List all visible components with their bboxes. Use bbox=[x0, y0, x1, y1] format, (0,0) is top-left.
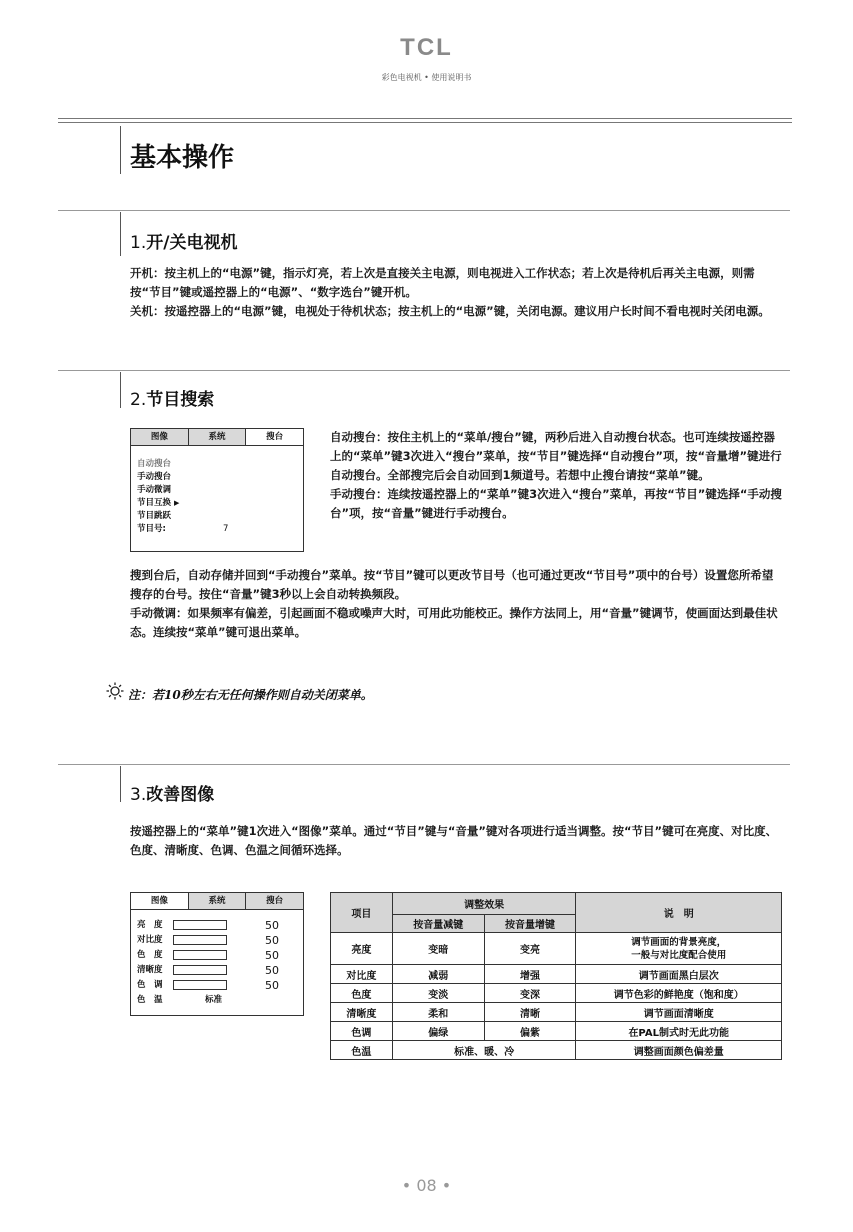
setting-value: 50 bbox=[265, 934, 279, 947]
fine-tune-body: 如果频率有偏差，引起画面不稳或噪声大时，可用此功能校正。操作方法同上，用“音量”键调节，使画面达到最佳状态。连续按“菜单”键可退出菜单。 bbox=[130, 606, 778, 639]
note-text bbox=[128, 686, 373, 703]
menu-tab: 图像 bbox=[131, 893, 189, 909]
cell-up: 偏紫 bbox=[484, 1022, 576, 1041]
cell-desc: 调整画面颜色偏差量 bbox=[576, 1041, 782, 1060]
after-search-text bbox=[130, 566, 782, 642]
cell-down: 变淡 bbox=[392, 984, 484, 1003]
cell-desc: 调节画面清晰度 bbox=[576, 1003, 782, 1022]
cell-item: 清晰度 bbox=[331, 1003, 393, 1022]
menu-item: 节目跳跃 bbox=[137, 511, 172, 521]
page-title: 基本操作 bbox=[130, 143, 235, 173]
cell-item: 色调 bbox=[331, 1022, 393, 1041]
level-bar bbox=[173, 965, 227, 975]
menu-tab: 系统 bbox=[189, 893, 247, 909]
menu-item bbox=[131, 497, 303, 510]
table-row bbox=[331, 933, 782, 965]
top-rule-2 bbox=[58, 122, 792, 123]
table-row bbox=[331, 1041, 782, 1060]
setting-value: 50 bbox=[265, 964, 279, 977]
section-bar bbox=[120, 766, 121, 802]
setting-label: 清晰度 bbox=[137, 965, 163, 975]
menu-item bbox=[131, 933, 303, 948]
section-number: 2. bbox=[130, 390, 147, 410]
cell-up: 清晰 bbox=[484, 1003, 576, 1022]
col-item-header: 项目 bbox=[331, 893, 393, 933]
section-heading bbox=[130, 385, 214, 410]
program-value: 7 bbox=[223, 524, 229, 534]
col-desc-header: 说 明 bbox=[576, 893, 782, 933]
table-row bbox=[331, 1022, 782, 1041]
top-rule bbox=[58, 118, 792, 119]
note-label: 注： bbox=[128, 688, 153, 702]
setting-label: 色 度 bbox=[137, 950, 163, 960]
title-bar bbox=[120, 126, 121, 174]
header-subtitle: 彩色电视机 • 使用说明书 bbox=[381, 73, 472, 82]
auto-search-label: 自动搜台： bbox=[330, 430, 388, 444]
section-heading bbox=[130, 780, 214, 805]
power-off-text: 按遥控器上的“电源”键，电视处于待机状态；按主机上的“电源”键，关闭电源。建议用户长时间不看电视时关闭电源。 bbox=[164, 304, 770, 318]
picture-intro: 按遥控器上的“菜单”键1次进入“图像”菜单。通过“节目”键与“音量”键对各项进行适当调整。按“节目”键可在亮度、对比度、色度、清晰度、色调、色温之间循环选择。 bbox=[130, 824, 778, 857]
table-row bbox=[331, 1003, 782, 1022]
table-row bbox=[331, 984, 782, 1003]
menu-tab: 搜台 bbox=[246, 893, 303, 909]
cell-up: 增强 bbox=[484, 965, 576, 984]
menu-item bbox=[131, 963, 303, 978]
section-number: 3. bbox=[130, 785, 147, 805]
section-bar bbox=[120, 372, 121, 408]
setting-label: 对比度 bbox=[137, 935, 163, 945]
fine-tune-label: 手动微调： bbox=[130, 606, 188, 620]
setting-value: 50 bbox=[265, 949, 279, 962]
setting-value: 50 bbox=[265, 919, 279, 932]
col-down-header: 按音量减键 bbox=[392, 915, 484, 933]
section-rule bbox=[58, 370, 790, 371]
menu-item bbox=[131, 978, 303, 993]
section-rule bbox=[58, 764, 790, 765]
cell-up: 变亮 bbox=[484, 933, 576, 965]
col-up-header: 按音量增键 bbox=[484, 915, 576, 933]
menu-item bbox=[131, 993, 303, 1008]
setting-label: 色 调 bbox=[137, 980, 163, 990]
section-number: 1. bbox=[130, 233, 147, 253]
cell-desc: 在PAL制式时无此功能 bbox=[576, 1022, 782, 1041]
level-bar bbox=[173, 935, 227, 945]
power-on-label: 开机： bbox=[130, 266, 165, 280]
menu-tabs bbox=[131, 429, 303, 446]
lightbulb-icon bbox=[106, 682, 124, 700]
note-body: 若10秒左右无任何操作则自动关闭菜单。 bbox=[152, 688, 373, 702]
menu-item bbox=[131, 948, 303, 963]
auto-search-text bbox=[330, 428, 782, 523]
menu-item-label: 节目互换 bbox=[137, 498, 172, 508]
cell-desc: 调节画面黑白层次 bbox=[576, 965, 782, 984]
section-body bbox=[130, 264, 782, 321]
section-bar bbox=[120, 212, 121, 256]
level-bar bbox=[173, 980, 227, 990]
level-bar bbox=[173, 950, 227, 960]
section-rule bbox=[58, 210, 790, 211]
section-title: 改善图像 bbox=[146, 785, 215, 805]
cell-desc: 调节色彩的鲜艳度（饱和度） bbox=[576, 984, 782, 1003]
power-off-label: 关机： bbox=[130, 304, 165, 318]
cell-down: 柔和 bbox=[392, 1003, 484, 1022]
menu-tab: 系统 bbox=[189, 429, 247, 445]
setting-value: 标准 bbox=[205, 995, 223, 1005]
section-title: 开/关电视机 bbox=[146, 233, 238, 253]
adjustment-table-wrap bbox=[330, 892, 782, 1060]
menu-item: 手动搜台 bbox=[137, 472, 172, 482]
level-bar bbox=[173, 920, 227, 930]
menu-item bbox=[131, 523, 303, 536]
setting-value: 50 bbox=[265, 979, 279, 992]
page-number: • 08 • bbox=[401, 1176, 452, 1195]
cell-down: 变暗 bbox=[392, 933, 484, 965]
menu-tab: 搜台 bbox=[246, 429, 303, 445]
cell-desc: 调节画面的背景亮度， 一般与对比度配合使用 bbox=[576, 933, 782, 965]
menu-item bbox=[131, 918, 303, 933]
cell-item: 色温 bbox=[331, 1041, 393, 1060]
cell-down: 减弱 bbox=[392, 965, 484, 984]
picture-menu-screen bbox=[130, 892, 304, 1016]
menu-tabs bbox=[131, 893, 303, 910]
search-menu-screen bbox=[130, 428, 304, 552]
manual-search-label: 手动搜台： bbox=[330, 487, 388, 501]
after-search-body: 搜到台后，自动存储并回到“手动搜台”菜单。按“节目”键可以更改节目号（也可通过更改“节目号”项中的台号）设置您所希望搜存的台号。按住“音量”键3秒以上会自动转换频段。 bbox=[130, 568, 774, 601]
cell-up: 变深 bbox=[484, 984, 576, 1003]
menu-item: 自动搜台 bbox=[137, 459, 172, 469]
cell-item: 对比度 bbox=[331, 965, 393, 984]
power-on-text: 按主机上的“电源”键，指示灯亮，若上次是直接关主电源，则电视进入工作状态；若上次是待机后再关主电源，则需按“节目”键或遥控器上的“电源”、“数字选台”键开机。 bbox=[130, 266, 755, 299]
brand-logo: TCL bbox=[400, 34, 453, 61]
auto-search-body: 按住主机上的“菜单/搜台”键，两秒后进入自动搜台状态。也可连续按遥控器上的“菜单”键3次进入“搜台”菜单，按“节目”键选择“自动搜台”项，按“音量增”键进行自动搜台。全部搜完后会自动回到1频道号。若想中止搜台请按“菜单”键。 bbox=[330, 430, 782, 482]
col-effect-header: 调整效果 bbox=[392, 893, 576, 915]
manual-search-body: 连续按遥控器上的“菜单”键3次进入“搜台”菜单，再按“节目”键选择“手动搜台”项，按“音量”键进行手动搜台。 bbox=[330, 487, 782, 520]
program-label: 节目号: bbox=[137, 524, 166, 534]
cell-down: 偏绿 bbox=[392, 1022, 484, 1041]
cell-item: 色度 bbox=[331, 984, 393, 1003]
menu-tab: 图像 bbox=[131, 429, 189, 445]
table-row bbox=[331, 965, 782, 984]
cell-options: 标准、暖、冷 bbox=[392, 1041, 576, 1060]
setting-label: 色 温 bbox=[137, 995, 163, 1005]
section-heading bbox=[130, 228, 237, 253]
arrow-right-icon: ▶ bbox=[173, 499, 180, 507]
menu-item: 手动微调 bbox=[137, 485, 172, 495]
section-title: 节目搜索 bbox=[146, 390, 215, 410]
cell-item: 亮度 bbox=[331, 933, 393, 965]
adjustment-table bbox=[330, 892, 782, 1060]
setting-label: 亮 度 bbox=[137, 920, 163, 930]
